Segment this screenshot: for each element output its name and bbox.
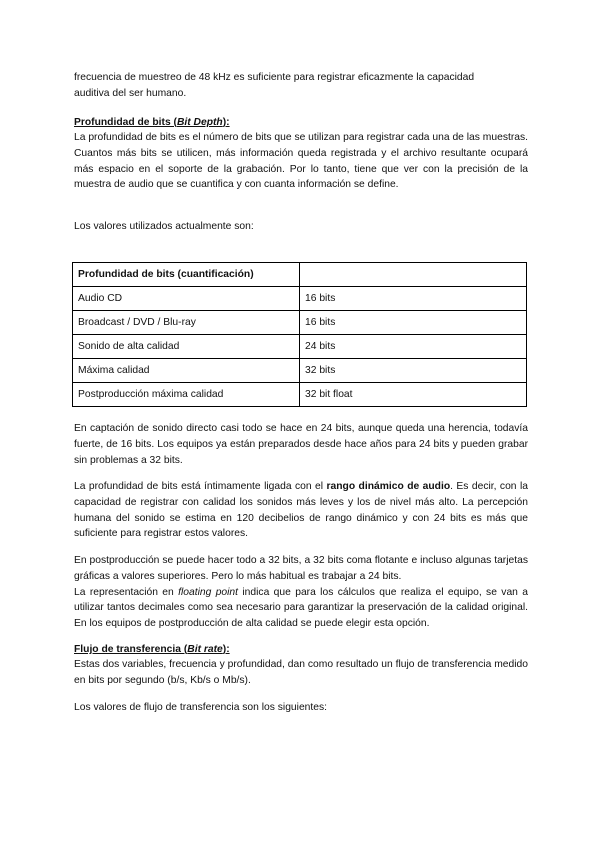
bit-rate-heading: Flujo de transferencia (Bit rate): — [74, 644, 230, 655]
table-cell-bits: 24 bits — [300, 335, 527, 359]
table-cell-use: Broadcast / DVD / Blu-ray — [73, 311, 300, 335]
table-row — [73, 287, 527, 311]
dynamic-range-paragraph: La profundidad de bits está íntimamente ligada con el rango dinámico de audio. Es decir, con la capacidad de registrar con calidad los sonidos más leves y los de nivel más alto. La percepción humana del sonido se estima en 120 decibelios de rango dinámico y con 24 bits es más que suficiente para registrar estos valores. — [74, 481, 528, 540]
bit-rate-paragraph: Estas dos variables, frecuencia y profundidad, dan como resultado un flujo de transferencia medido en bits por segundo (b/s, Kb/s o Mb/s). — [74, 659, 528, 686]
bit-rate-values-intro: Los valores de flujo de transferencia son los siguientes: — [74, 702, 327, 713]
table-cell-bits: 16 bits — [300, 287, 527, 311]
bit-depth-table — [72, 262, 527, 407]
table-row — [73, 311, 527, 335]
postproduction-paragraph: En postproducción se puede hacer todo a 32 bits, a 32 bits coma flotante e incluso algunas tarjetas gráficas a valores superiores. Pero lo más habitual es trabajar a 24 bits. La representación en floating point indica que para los cálculos que realiza el equipo, se van a utilizar tantos decimales como sea necesario para garantizar la preservación de la calidad original. En los equipos de postproducción de alta calidad se puede elegir esta opción. — [74, 555, 528, 630]
bit-depth-term: Bit Depth — [176, 117, 223, 128]
table-cell-use: Máxima calidad — [73, 359, 300, 383]
table-cell-bits: 32 bits — [300, 359, 527, 383]
table-header-row — [73, 263, 527, 287]
bit-depth-heading: Profundidad de bits (Bit Depth): — [74, 117, 230, 128]
postproduction-line-1: En postproducción se puede hacer todo a 32 bits, a 32 bits coma flotante e incluso algunas tarjetas gráficas a valores superiores. Pero lo más habitual es trabajar a 24 bits. — [74, 555, 528, 582]
table-row — [73, 335, 527, 359]
table-cell-bits: 16 bits — [300, 311, 527, 335]
table-row — [73, 359, 527, 383]
dynamic-range-term: rango dinámico de audio — [326, 481, 451, 492]
bit-depth-values-intro: Los valores utilizados actualmente son: — [74, 221, 254, 232]
intro-tail-line-1: frecuencia de muestreo de 48 kHz es suficiente para registrar eficazmente la capacidad — [74, 72, 475, 83]
table-header-cell: Profundidad de bits (cuantificación) — [73, 263, 300, 287]
table-cell-use: Sonido de alta calidad — [73, 335, 300, 359]
table-cell-use: Postproducción máxima calidad — [73, 383, 300, 407]
intro-tail-line-2: auditiva del ser humano. — [74, 87, 187, 99]
capture-paragraph: En captación de sonido directo casi todo se hace en 24 bits, aunque queda una herencia, todavía fuerte, de 16 bits. Los equipos ya están preparados desde hace años para 24 bits y pueden grabar sin problemas a 32 bits. — [74, 423, 528, 466]
table-header-cell — [300, 263, 527, 287]
bit-rate-term: Bit rate — [187, 644, 223, 655]
table-cell-bits: 32 bit float — [300, 383, 527, 407]
bit-depth-paragraph: La profundidad de bits es el número de bits que se utilizan para registrar cada una de las muestras. Cuantos más bits se utilicen, más información queda registrada y el archivo resultante ocupará más espacio en el soporte de la grabación. Por lo tanto, tiene que ver con la precisión de la muestra de audio que se cuantifica y con cuanta información se define. — [74, 132, 528, 191]
table-cell-use: Audio CD — [73, 287, 300, 311]
floating-point-term: floating point — [178, 586, 239, 598]
intro-tail-paragraph — [74, 70, 528, 102]
table-row — [73, 383, 527, 407]
